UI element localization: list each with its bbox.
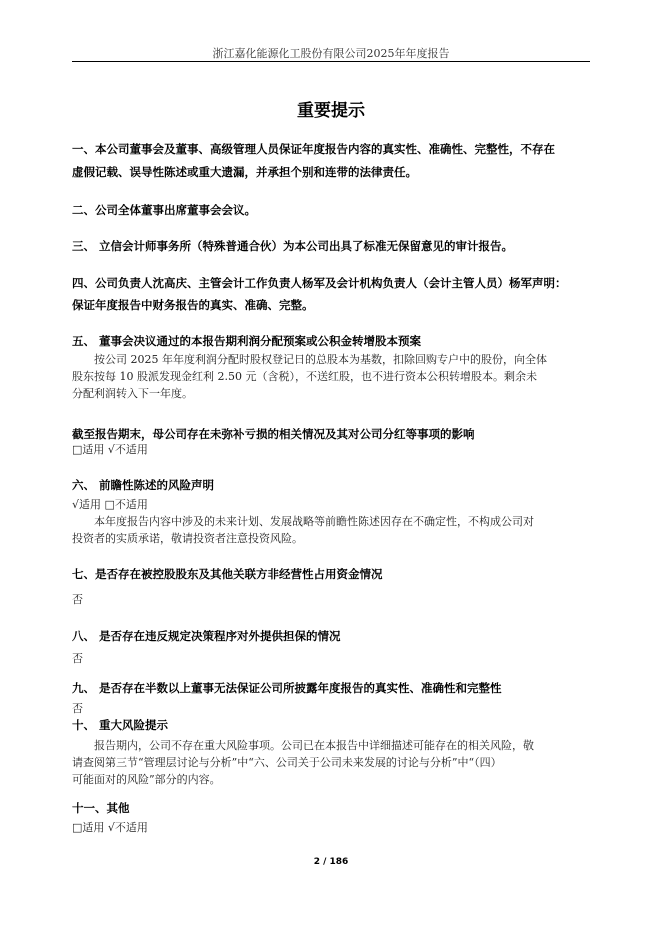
section-11-applicability: □适用 √不适用 xyxy=(72,821,148,834)
section-5-body-line-3: 分配利润转入下一年度。 xyxy=(72,387,193,400)
section-6-body-line-1: 本年度报告内容中涉及的未来计划、发展战略等前瞻性陈述因存在不确定性，不构成公司对 xyxy=(94,515,534,528)
page-number: 2 / 186 xyxy=(313,857,349,867)
loss-heading: 截至报告期末，母公司存在未弥补亏损的相关情况及其对公司分红等事项的影响 xyxy=(72,427,475,441)
section-11-heading: 十一、其他 xyxy=(72,801,130,815)
section-5-heading: 五、 董事会决议通过的本报告期利润分配预案或公积金转增股本预案 xyxy=(72,334,421,348)
section-7-answer: 否 xyxy=(72,593,83,606)
section-9-answer: 否 xyxy=(72,702,83,715)
section-10-body-line-2: 请查阅第三节“管理层讨论与分析”中“六、公司关于公司未来发展的讨论与分析”中“（四） xyxy=(72,756,502,769)
section-1-line-2: 虚假记载、误导性陈述或重大遗漏，并承担个别和连带的法律责任。 xyxy=(72,165,417,179)
section-2-heading: 二、公司全体董事出席董事会会议。 xyxy=(72,203,256,217)
section-6-heading: 六、 前瞻性陈述的风险声明 xyxy=(72,478,215,492)
section-5-body-line-2: 股东按每 10 股派发现金红利 2.50 元（含税），不送红股，也不进行资本公积转增股本。剩余未 xyxy=(72,370,537,383)
section-10-body-line-3: 可能面对的风险”部分的内容。 xyxy=(72,773,221,786)
loss-applicability: □适用 √不适用 xyxy=(72,443,148,456)
running-header: 浙江嘉化能源化工股份有限公司2025年年度报告 xyxy=(212,47,450,60)
section-6-applicability: √适用 □不适用 xyxy=(72,498,148,511)
page-title: 重要提示 xyxy=(297,101,365,121)
section-4-line-1: 四、公司负责人沈高庆、主管会计工作负责人杨军及会计机构负责人（会计主管人员）杨军声明： xyxy=(72,276,567,290)
section-1-line-1: 一、本公司董事会及董事、高级管理人员保证年度报告内容的真实性、准确性、完整性，不存在 xyxy=(72,142,555,156)
header-divider xyxy=(72,61,590,62)
section-7-heading: 七、是否存在被控股股东及其他关联方非经营性占用资金情况 xyxy=(72,567,383,581)
section-4-line-2: 保证年度报告中财务报告的真实、准确、完整。 xyxy=(72,298,314,312)
section-8-answer: 否 xyxy=(72,652,83,665)
section-10-heading: 十、 重大风险提示 xyxy=(72,718,169,732)
section-6-body-line-2: 投资者的实质承诺，敬请投资者注意投资风险。 xyxy=(72,532,303,545)
section-5-body-line-1: 按公司 2025 年年度利润分配时股权登记日的总股本为基数，扣除回购专户中的股份，向全体 xyxy=(94,353,547,366)
section-9-heading: 九、 是否存在半数以上董事无法保证公司所披露年度报告的真实性、准确性和完整性 xyxy=(72,681,502,695)
section-3-heading: 三、 立信会计师事务所（特殊普通合伙）为本公司出具了标准无保留意见的审计报告。 xyxy=(72,239,513,253)
section-10-body-line-1: 报告期内，公司不存在重大风险事项。公司已在本报告中详细描述可能存在的相关风险，敬 xyxy=(94,739,534,752)
section-8-heading: 八、 是否存在违反规定决策程序对外提供担保的情况 xyxy=(72,629,341,643)
